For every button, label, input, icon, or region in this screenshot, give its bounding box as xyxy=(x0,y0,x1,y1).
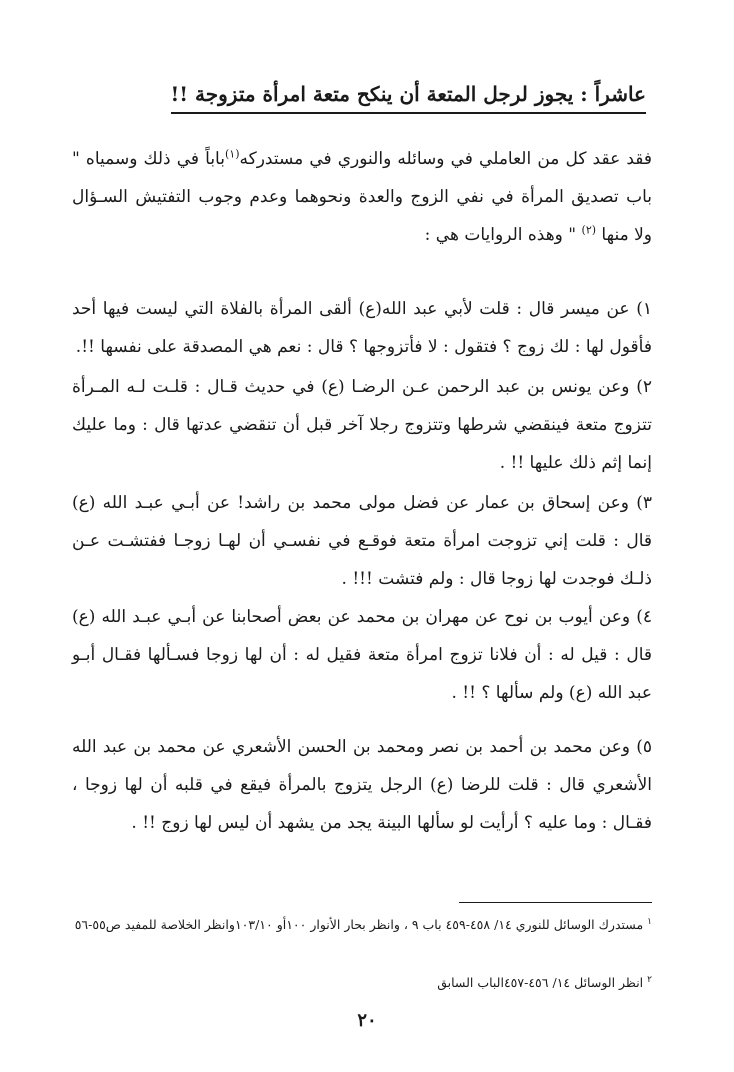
heading-container xyxy=(72,78,646,114)
footnote-divider xyxy=(459,902,652,903)
narration-2 xyxy=(72,368,652,482)
narration-4 xyxy=(72,598,652,712)
narration-5-text: ٥) وعن محمد بن أحمد بن نصر ومحمد بن الحسن الأشعري عن محمد بن عبد الله الأشعري قال : قلت للرضا (ع) الرجل يتزوج بالمرأة فيقع في قلبه أن لها زوجا ، فقـال : وما عليه ؟ أرأيت لو سألها البينة يجد من يشهد أن ليس لها زوج !! . xyxy=(72,737,652,833)
section-heading: عاشراً : يجوز لرجل المتعة أن ينكح متعة امرأة متزوجة !! xyxy=(171,78,646,114)
narration-4-text: ٤) وعن أيوب بن نوح عن مهران بن محمد عن بعض أصحابنا عن أبـي عبـد الله (ع) قال : قيل له : أن فلانا تزوج امرأة متعة فقيل له : أن لها زوجا فسـألها فقـال أبـو عبد الله (ع) ولم سألها ؟ !! . xyxy=(72,607,652,703)
page-number: ٢٠ xyxy=(357,1010,377,1031)
narration-5 xyxy=(72,728,652,842)
narration-1 xyxy=(72,290,652,366)
footnote-1 xyxy=(67,912,652,938)
intro-text-end: " وهذه الروايات هي : xyxy=(424,225,582,245)
narration-2-text: ٢) وعن يونس بن عبد الرحمن عـن الرضـا (ع) في حديث قـال : قلـت لـه المـرأة تتزوج متعة فينقضي شرطها وتتزوج رجلا آخر قبل أن تنقضي عدتها قال : وما عليك إنما إثم ذلك عليها !! . xyxy=(72,377,652,473)
narration-1-text: ١) عن ميسر قال : قلت لأبي عبد الله(ع) ألقى المرأة بالفلاة التي ليست فيها أحد فأقول لها : لك زوج ؟ فتقول : لا فأتزوجها ؟ قال : نعم هي المصدقة على نفسها !!. xyxy=(72,299,652,357)
footnote-2-mark: ٢ xyxy=(647,974,652,985)
intro-paragraph xyxy=(72,140,652,254)
footnote-2-text: انظر الوسائل ١٤/ ٤٥٦-٤٥٧الباب السابق xyxy=(437,975,644,990)
footnote-ref-2[interactable]: (٢) xyxy=(581,223,597,237)
narration-3-text: ٣) وعن إسحاق بن عمار عن فضل مولى محمد بن راشد! عن أبـي عبـد الله (ع) قال : قلت إني تزوجت امرأة متعة فوقـع في نفسـي أن لهـا زوجـا ففتشـت عـن ذلـك فوجدت لها زوجا قال : ولم فتشت !!! . xyxy=(72,493,652,589)
intro-text-start: فقد عقد كل من العاملي في وسائله والنوري في مستدركه xyxy=(239,149,652,169)
footnote-ref-1[interactable]: (١) xyxy=(224,147,240,161)
intro-text-middle: باباً في ذلك وسمياه " باب تصديق المرأة في نفي الزوج والعدة ونحوهما وعدم وجوب التفتيش السـؤال ولا منها xyxy=(72,149,652,245)
narration-3 xyxy=(72,484,652,598)
footnote-2 xyxy=(67,970,652,996)
footnote-1-text: مستدرك الوسائل للنوري ١٤/ ٤٥٨-٤٥٩ باب ٩ ، وانظر بحار الأنوار ١٠٠أو ١٠٣/١٠وانظر الخلاصة للمفيد ص٥٥-٥٦ xyxy=(74,917,644,932)
footnote-1-mark: ١ xyxy=(647,916,652,927)
